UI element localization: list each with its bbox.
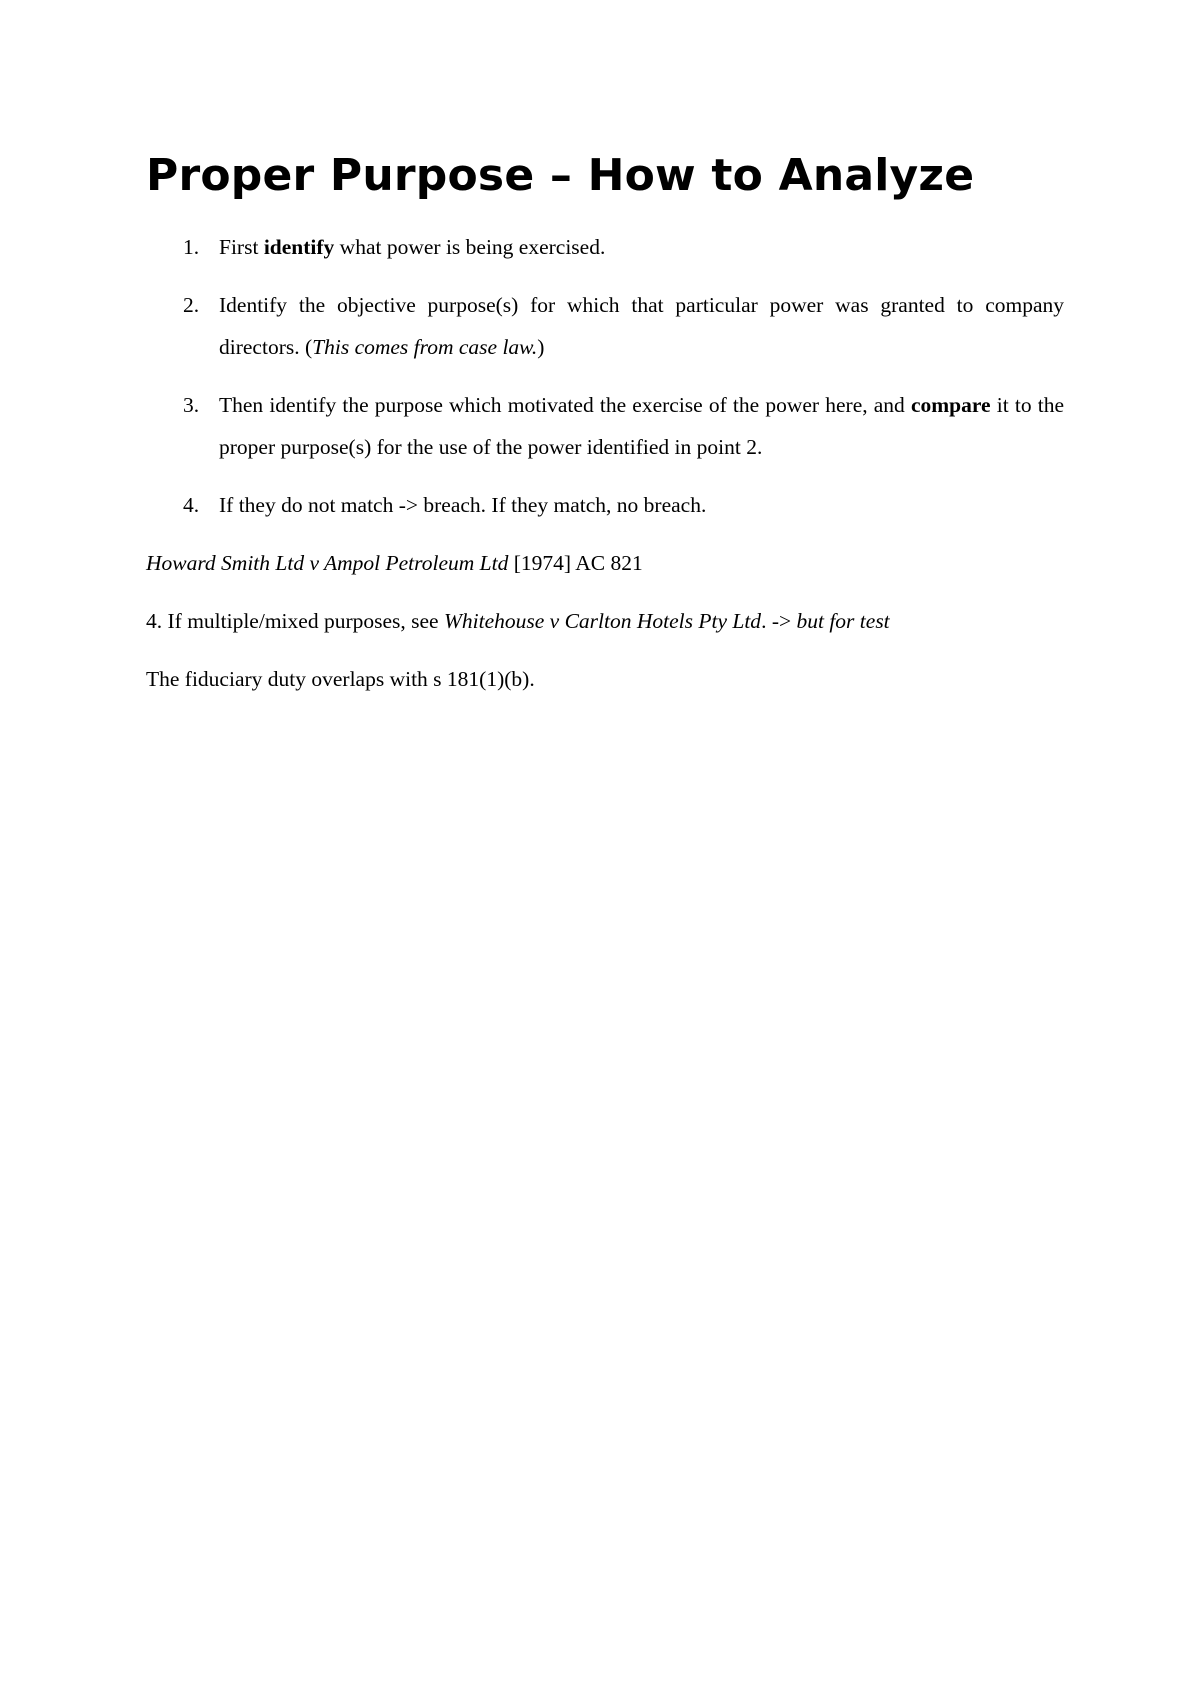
step-text: Then identify the purpose which motivated the exercise of the power here, and (219, 393, 911, 417)
step-bold-text: identify (263, 235, 335, 259)
step-text: it to the proper purpose(s) for the use of the power identified in point 2. (219, 393, 1064, 459)
step-2 (146, 284, 1064, 368)
step-text: First (219, 235, 264, 259)
case-name: Howard Smith Ltd v Ampol Petroleum Ltd (146, 551, 509, 575)
mixed-purposes-note (146, 600, 1064, 642)
step-number: 4. (183, 493, 200, 517)
step-4 (146, 484, 1064, 526)
step-bold-text: compare (910, 393, 991, 417)
step-number: 3. (183, 393, 200, 417)
overlap-note: The fiduciary duty overlaps with s 181(1)(b). (146, 667, 535, 691)
step-number: 2. (183, 293, 200, 317)
mixed-purposes-test: but for test (796, 609, 890, 633)
step-3 (146, 384, 1064, 468)
document-body (146, 146, 1064, 716)
analysis-steps-list (146, 226, 1064, 526)
document-title: Proper Purpose – How to Analyze (146, 150, 975, 201)
step-1 (146, 226, 1064, 268)
mixed-purposes-prefix: 4. If multiple/mixed purposes, see (146, 609, 444, 633)
step-text: Identify the objective purpose(s) for which that particular power was granted to company directors. ( (219, 293, 1064, 359)
case-reference: [1974] AC 821 (508, 551, 643, 575)
case-citation (146, 542, 1064, 584)
mixed-purposes-arrow: . -> (761, 609, 797, 633)
step-number: 1. (183, 235, 200, 259)
mixed-purposes-case-name: Whitehouse v Carlton Hotels Pty Ltd (443, 609, 762, 633)
step-text: ) (537, 335, 545, 359)
step-text: If they do not match -> breach. If they match, no breach. (219, 493, 707, 517)
step-italic-text: This comes from case law. (312, 335, 538, 359)
step-text: what power is being exercised. (334, 235, 606, 259)
